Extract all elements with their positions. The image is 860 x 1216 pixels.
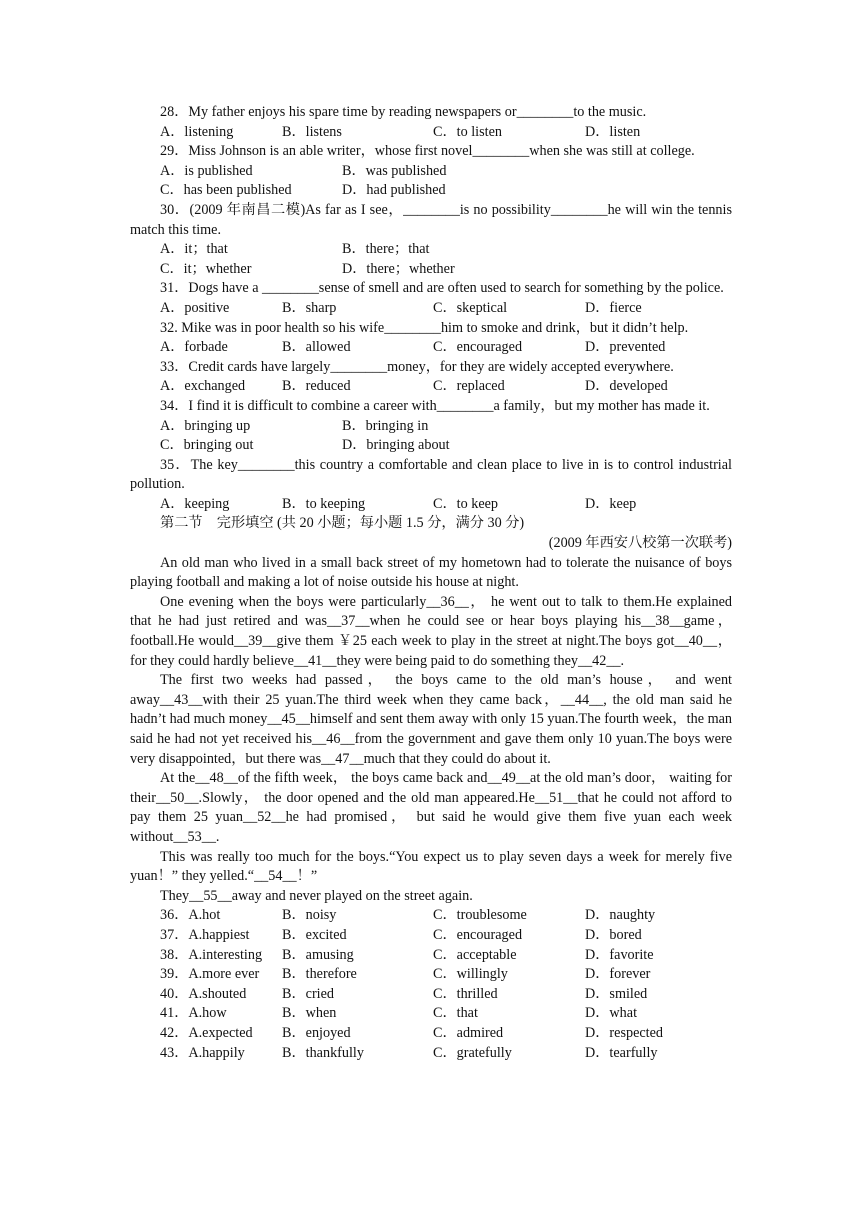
choice-row-37 bbox=[130, 926, 732, 946]
option-c: C．bringing out bbox=[160, 437, 254, 454]
passage-source: (2009 年西安八校第一次联考) bbox=[548, 535, 732, 552]
option-d: D．had published bbox=[342, 182, 446, 199]
option-d: D．keep bbox=[585, 495, 637, 512]
choice-d: D．favorite bbox=[585, 946, 654, 963]
option-c: C．replaced bbox=[433, 378, 505, 395]
question-34-stem: 34．I find it is difficult to combine a career with________a family，but my mother has made it. bbox=[160, 397, 710, 414]
option-b: B．allowed bbox=[282, 339, 351, 356]
choice-d: D．naughty bbox=[585, 907, 656, 924]
choice-b: B．noisy bbox=[282, 907, 337, 924]
passage-paragraph: This was really too much for the boys.“You expect us to play seven days a week for merely five yuan！” they yelled.“__54__！” bbox=[130, 848, 732, 885]
question-28-options bbox=[130, 123, 732, 143]
question-34-options-row2 bbox=[130, 436, 732, 456]
option-a: A．keeping bbox=[160, 495, 230, 512]
option-b: B．listens bbox=[282, 123, 342, 140]
option-b: B．bringing in bbox=[342, 417, 429, 434]
section-heading: 第二节 完形填空 (共 20 小题；每小题 1.5 分，满分 30 分) bbox=[160, 515, 525, 532]
choice-c: C．thrilled bbox=[433, 985, 498, 1002]
option-d: D．developed bbox=[585, 378, 668, 395]
option-d: D．prevented bbox=[585, 339, 666, 356]
choice-a: 42．A.expected bbox=[160, 1024, 253, 1041]
choice-c: C．acceptable bbox=[433, 946, 517, 963]
option-c: C．has been published bbox=[160, 182, 292, 199]
choice-c: C．admired bbox=[433, 1024, 504, 1041]
choice-c: C．encouraged bbox=[433, 926, 523, 943]
choice-b: B．when bbox=[282, 1005, 337, 1022]
choice-row-42 bbox=[130, 1024, 732, 1044]
question-30-options-row2 bbox=[130, 260, 732, 280]
passage-paragraph: An old man who lived in a small back street of my hometown had to tolerate the nuisance of boys playing football and making a lot of noise outside his house at night. bbox=[130, 554, 732, 591]
option-a: A．forbade bbox=[160, 339, 228, 356]
passage-paragraph: At the__48__of the fifth week， the boys came back and__49__at the old man’s door， waiting for their__50__.Slowly， the door opened and the old man appeared.He__51__that he could not afford to pay them 25 yuan__52__he had promised， but said he would give them five yuan each week without__53__. bbox=[130, 770, 732, 845]
option-b: B．to keeping bbox=[282, 495, 366, 512]
option-a: A．positive bbox=[160, 299, 230, 316]
passage-paragraph: One evening when the boys were particularly__36__， he went out to talk to them.He explained that he had just retired and was__37__when he could see or hear boys playing his__38__game， football.He would__39__give them ￥25 each week to play in the street at night.The boys got__40__， for they could hardly believe__41__they were being paid to do something they__42__. bbox=[130, 593, 732, 669]
choice-a: 36．A.hot bbox=[160, 907, 221, 924]
question-35-options bbox=[130, 495, 732, 515]
option-c: C．to listen bbox=[433, 123, 502, 140]
question-28-stem: 28．My father enjoys his spare time by reading newspapers or________to the music. bbox=[160, 104, 647, 120]
choice-a: 41．A.how bbox=[160, 1005, 227, 1022]
option-c: C．skeptical bbox=[433, 299, 508, 316]
choice-a: 40．A.shouted bbox=[160, 985, 247, 1002]
choice-row-39 bbox=[130, 965, 732, 985]
choice-b: B．thankfully bbox=[282, 1044, 364, 1061]
choice-b: B．excited bbox=[282, 926, 347, 943]
question-29-options-row2 bbox=[130, 181, 732, 201]
option-a: A．listening bbox=[160, 123, 234, 140]
choice-b: B．amusing bbox=[282, 946, 354, 963]
choice-b: B．enjoyed bbox=[282, 1024, 351, 1041]
question-31-stem: 31．Dogs have a ________sense of smell and are often used to search for something by the police. bbox=[160, 280, 724, 297]
question-29-stem: 29．Miss Johnson is an able writer，whose first novel________when she was still at college. bbox=[160, 143, 695, 160]
question-33-options bbox=[130, 377, 732, 397]
option-d: D．there；whether bbox=[342, 260, 455, 277]
option-d: D．bringing about bbox=[342, 437, 450, 454]
option-a: A．bringing up bbox=[160, 417, 251, 434]
question-35-stem: 35．The key________this country a comfortable and clean place to live in is to control industrial pollution. bbox=[130, 456, 732, 493]
option-a: A．is published bbox=[160, 162, 253, 179]
passage-paragraph: They__55__away and never played on the street again. bbox=[160, 887, 473, 904]
option-b: B．reduced bbox=[282, 378, 351, 395]
choice-b: B．therefore bbox=[282, 966, 357, 983]
option-b: B．was published bbox=[342, 162, 447, 179]
choice-b: B．cried bbox=[282, 985, 335, 1002]
question-29-options-row1 bbox=[130, 162, 732, 182]
choice-row-40 bbox=[130, 985, 732, 1005]
choice-c: C．gratefully bbox=[433, 1044, 512, 1061]
choice-row-38 bbox=[130, 946, 732, 966]
exam-page bbox=[130, 103, 732, 1063]
question-31-options bbox=[130, 299, 732, 319]
question-30-stem: 30．(2009 年南昌二模)As far as I see，________is no possibility________he will win the tennis match this time. bbox=[130, 201, 732, 238]
question-33-stem: 33．Credit cards have largely________money，for they are widely accepted everywhere. bbox=[160, 358, 674, 375]
question-32-options bbox=[130, 338, 732, 358]
option-d: D．listen bbox=[585, 123, 641, 140]
question-34-options-row1 bbox=[130, 417, 732, 437]
choice-a: 38．A.interesting bbox=[160, 946, 263, 963]
option-c: C．it；whether bbox=[160, 260, 252, 277]
option-a: A．it；that bbox=[160, 241, 228, 258]
choice-a: 43．A.happily bbox=[160, 1044, 245, 1061]
choice-d: D．smiled bbox=[585, 985, 648, 1002]
choice-d: D．what bbox=[585, 1005, 638, 1022]
choice-row-43 bbox=[130, 1044, 732, 1064]
option-b: B．sharp bbox=[282, 299, 337, 316]
option-a: A．exchanged bbox=[160, 378, 246, 395]
option-c: C．to keep bbox=[433, 495, 499, 512]
question-32-stem: 32. Mike was in poor health so his wife________him to smoke and drink，but it didn’t help. bbox=[160, 319, 689, 336]
choice-c: C．troublesome bbox=[433, 907, 527, 924]
passage-paragraph: The first two weeks had passed， the boys came to the old man’s house， and went away__43__with their 25 yuan.The third week when they came back，__44__, the old man said he hadn’t had much money__45__himself and sent them away with only 15 yuan.The fourth week，the man said he had not yet received his__46__from the government and gave them only 10 yuan.The boys were very disappointed，but there was__47__much that they could do about it. bbox=[130, 672, 732, 767]
option-b: B．there；that bbox=[342, 241, 430, 258]
choice-row-41 bbox=[130, 1004, 732, 1024]
question-30-options-row1 bbox=[130, 240, 732, 260]
choice-d: D．forever bbox=[585, 966, 651, 983]
choice-c: C．that bbox=[433, 1005, 478, 1022]
choice-d: D．tearfully bbox=[585, 1044, 658, 1061]
choice-a: 39．A.more ever bbox=[160, 966, 260, 983]
option-c: C．encouraged bbox=[433, 339, 523, 356]
choice-row-36 bbox=[130, 906, 732, 926]
option-d: D．fierce bbox=[585, 299, 642, 316]
choice-d: D．respected bbox=[585, 1024, 663, 1041]
choice-c: C．willingly bbox=[433, 966, 508, 983]
choice-a: 37．A.happiest bbox=[160, 926, 250, 943]
choice-d: D．bored bbox=[585, 926, 642, 943]
